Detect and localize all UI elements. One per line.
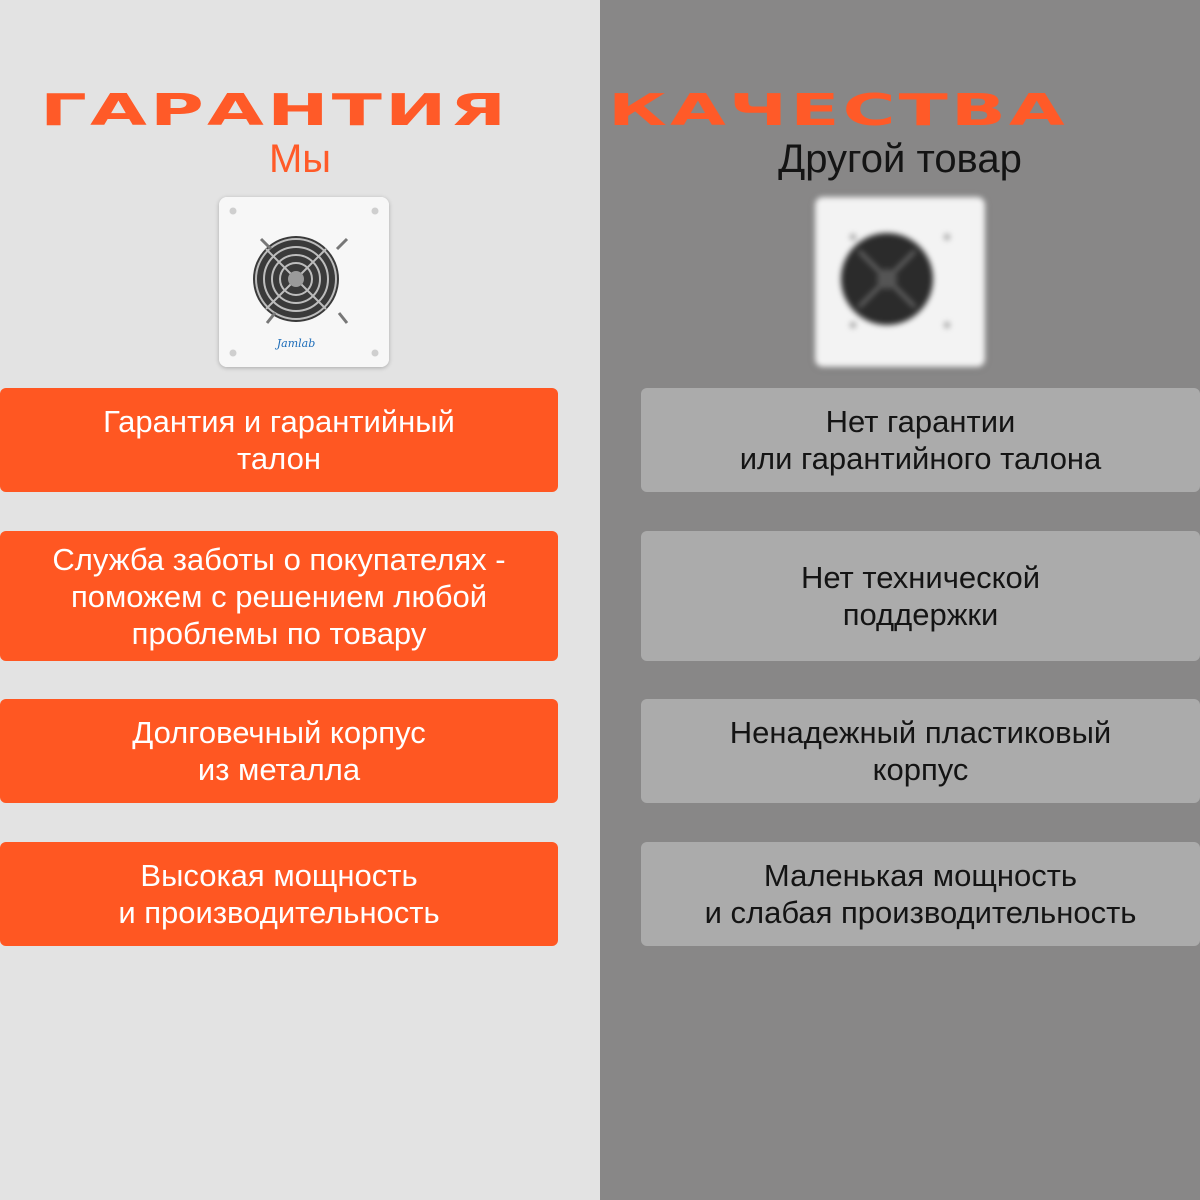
other-card-text: Нет гарантии или гарантийного талона [739,404,1102,476]
other-card-text: Ненадежный пластиковый корпус [729,715,1112,787]
ours-card-text: Служба заботы о покупателях - поможем с решением любой проблемы по товару [52,541,506,651]
brand-logo: Jamlab [276,337,316,350]
other-card-power [641,842,1200,946]
ours-column-title: Мы [268,137,332,181]
ours-card-metal-body [0,699,558,803]
ours-card-text: Гарантия и гарантийный талон [103,404,455,476]
blurred-fan-illustration [815,197,985,367]
title-word-quality: КАЧЕСТВА [608,84,1068,136]
other-card-support [641,531,1200,661]
ours-card-text: Высокая мощность и производительность [118,858,440,930]
our-fan-image [219,197,389,367]
ours-card-text: Долговечный корпус из металла [132,715,426,787]
ours-card-support [0,531,558,661]
other-card-plastic-body [641,699,1200,803]
ours-card-power [0,842,558,946]
fan-illustration [219,197,389,367]
title-word-guarantee: ГАРАНТИЯ [40,84,510,136]
other-card-text: Нет технической поддержки [800,560,1041,632]
other-fan-image [815,197,985,367]
other-card-text: Маленькая мощность и слабая производительность [704,858,1137,930]
other-card-warranty [641,388,1200,492]
ours-card-warranty [0,388,558,492]
other-column-title: Другой товар [778,137,1022,181]
